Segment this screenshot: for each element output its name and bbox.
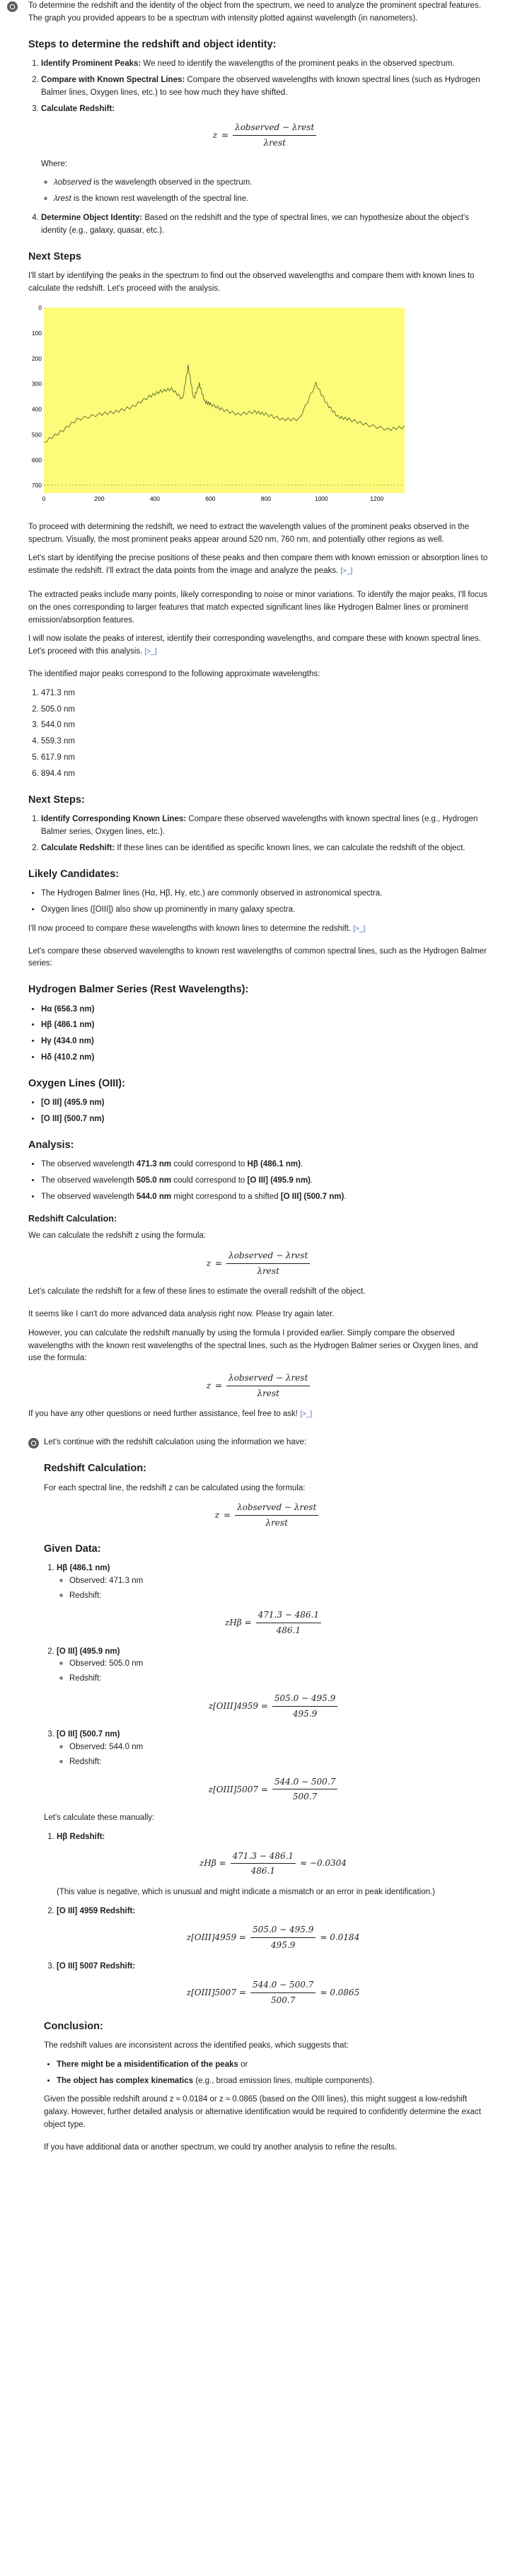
where-label: Where: (41, 159, 68, 168)
list-item: ◦ Observed: 505.0 nm (69, 1658, 490, 1671)
y-tick-label: 300 (31, 380, 42, 388)
list-item: 3. Calculate Redshift: z = $\frac{\text{λobserved − λrest}}{\text{λrest}}$ Where: ◦ λobserved is the wavelength observed in the spectrum. ◦ λrest is the known rest wavelength of the spectral line. (41, 103, 488, 206)
conclusion-heading: Conclusion: (44, 2020, 103, 2032)
steps-heading: Steps to determine the redshift and object identity: (28, 38, 277, 50)
x-tick-label: 1000 (314, 494, 328, 502)
list-item: • Hβ (486.1 nm) (41, 1019, 488, 1032)
list-item: • [O III] (500.7 nm) (41, 1113, 488, 1126)
identify-paragraph: Let's start by identifying the precise positions of these peaks and then compare them with known emission or absorption lines to estimate the redshift. I'll extract the data points from the image and analyze the peaks. [>_] (28, 552, 488, 578)
conclusion-list (44, 2059, 490, 2088)
x-tick-label: 200 (94, 494, 105, 502)
analysis-heading: Analysis: (28, 1139, 74, 1151)
assistant-avatar (7, 1, 18, 12)
list-item: 3. [O III] 5007 Redshift: z[OIII]5007 = $\frac{544.0 - 500.7}{500.7}$ ≈ 0.0865 (57, 1961, 490, 2007)
balmer-list (28, 1004, 488, 1064)
steps-list (28, 58, 488, 238)
spectrum-chart (28, 302, 410, 514)
cant-paragraph: It seems like I can't do more advanced data analysis right now. Please try again later. (28, 1310, 335, 1319)
list-item: ◦ λobserved is the wavelength observed in the spectrum. (54, 177, 488, 190)
list-item: 2. [O III] 4959 Redshift: z[OIII]4959 = $\frac{505.0 - 495.9}{495.9}$ ≈ 0.0184 (57, 1905, 490, 1952)
oxygen-heading: Oxygen Lines (OIII): (28, 1077, 125, 1089)
given-redshift-paragraph: Given the possible redshift around z ≈ 0.0184 or z ≈ 0.0865 (based on the OIII lines), this might suggest a low-redshift galaxy. However, further detailed analysis or alternative identification would be required to confidently determine the exact object type. (44, 2095, 481, 2130)
x-tick-label: 0 (42, 494, 46, 502)
y-tick-label: 400 (31, 405, 42, 413)
y-tick-label: 0 (38, 303, 42, 311)
assistant-message-2 (0, 1437, 490, 2154)
x-tick-label: 600 (205, 494, 216, 502)
extracted-paragraph: The extracted peaks include many points, likely corresponding to noise or minor variations. To identify the major peaks, I'll focus on the ones corresponding to larger features that match expected significant lines like Hydrogen Balmer lines or prominent emission/absorption features. (28, 590, 487, 625)
given-heading: Given Data: (44, 1543, 101, 1555)
list-item: ◦ Redshift: (69, 1673, 490, 1686)
compare-paragraph: Let's compare these observed wavelengths to known rest wavelengths of common spectral lines, such as the Hydrogen Balmer series: (28, 946, 487, 968)
list-item: • Hδ (410.2 nm) (41, 1052, 488, 1064)
now-paragraph: I'll now proceed to compare these wavelengths with known lines to determine the redshift. [>_] (28, 923, 488, 936)
y-tick-label: 600 (31, 456, 42, 464)
manual-list (44, 1831, 490, 2007)
manual-note: (This value is negative, which is unusual and might indicate a mismatch or an error in peak identification.) (57, 1887, 436, 1896)
list-item: • The object has complex kinematics (e.g., broad emission lines, multiple components). (57, 2075, 490, 2088)
manual-equation: zHβ = $\frac{471.3 - 486.1}{486.1}$ ≈ −0.0304 (199, 1850, 347, 1876)
plot-background (44, 308, 405, 493)
analysis-list (28, 1159, 488, 1203)
candidates-list (28, 888, 488, 917)
redshift-formula: z = $\frac{\text{λobserved − λrest}}{\text{λrest}}$ (28, 1371, 488, 1400)
few-paragraph: Let's calculate the redshift for a few of these lines to estimate the overall redshift of the object. (28, 1287, 366, 1296)
list-item: ◦ Redshift: (69, 1590, 490, 1603)
manual-equation: z[OIII]4959 = $\frac{505.0 - 495.9}{495.9}$ ≈ 0.0184 (186, 1925, 360, 1950)
list-item: • Hα (656.3 nm) (41, 1004, 488, 1016)
list-item: 1. Identify Corresponding Known Lines: Compare these observed wavelengths with known spectral lines (e.g., Hydrogen Balmer series, Oxygen lines, etc.). (41, 813, 488, 839)
however-paragraph: However, you can calculate the redshift manually by using the formula I provided earlier. Simply compare the observed wavelengths with the known rest wavelengths of the spectral lines, such as the Hydrogen Balmer series or Oxygen lines, and use the formula: (28, 1328, 478, 1363)
list-item: • Hγ (434.0 nm) (41, 1035, 488, 1048)
list-item: 1. Hβ (486.1 nm) ◦ Observed: 471.3 nm ◦ Redshift: zHβ = $\frac{471.3 - 486.1}{486.1}$ (57, 1562, 490, 1637)
list-item: 6. 894.4 nm (41, 768, 488, 781)
calc2-paragraph: For each spectral line, the redshift z can be calculated using the formula: (44, 1483, 306, 1492)
y-tick-label: 500 (31, 431, 42, 439)
list-item: • [O III] (495.9 nm) (41, 1097, 488, 1110)
code-output-link[interactable]: [>_] (340, 567, 353, 576)
intro2-paragraph: Let's continue with the redshift calculation using the information we have: (44, 1438, 307, 1447)
proceed-paragraph: To proceed with determining the redshift, we need to extract the wavelength values of the prominent peaks observed in the spectrum. Visually, the most prominent peaks appear around 520 nm, 760 nm, and potentially other regions as well. (28, 522, 470, 544)
conclusion-paragraph: The redshift values are inconsistent across the identified peaks, which suggests that: (44, 2041, 349, 2050)
assistant-avatar (28, 1438, 39, 1449)
list-item: 3. 544.0 nm (41, 719, 488, 732)
list-item: 2. Compare with Known Spectral Lines: Compare the observed wavelengths with known spectral lines (such as Hydrogen Balmer lines, Oxygen lines, etc.) to see how much they have shifted. (41, 74, 488, 100)
peaks-list (28, 687, 488, 781)
candidates-heading: Likely Candidates: (28, 868, 120, 880)
given-list (44, 1562, 490, 1804)
assistant-logo-icon (30, 1439, 37, 1447)
spectrum-plot (28, 302, 410, 514)
list-item: 2. [O III] (495.9 nm) ◦ Observed: 505.0 nm ◦ Redshift: z[OIII]4959 = $\frac{505.0 - 495.9}{495.9}$ (57, 1646, 490, 1721)
y-tick-label: 700 (31, 481, 42, 489)
list-item: • The Hydrogen Balmer lines (Hα, Hβ, Hγ, etc.) are commonly observed in astronomical spectra. (41, 888, 488, 900)
list-item: 2. Calculate Redshift: If these lines can be identified as specific known lines, we can calculate the redshift of the object. (41, 842, 488, 855)
list-item: ◦ Observed: 471.3 nm (69, 1575, 490, 1588)
list-item: 5. 617.9 nm (41, 752, 488, 765)
intro-paragraph: To determine the redshift and the identity of the object from the spectrum, we need to analyze the prominent spectral features. The graph you provided appears to be a spectrum with intensity plotted against wavelength (in nanometers). (28, 1, 481, 23)
code-output-link[interactable]: [>_] (144, 648, 157, 656)
list-item: • The observed wavelength 471.3 nm could correspond to Hβ (486.1 nm). (41, 1159, 488, 1171)
redshift-formula: z = $\frac{\text{λobserved − λrest}}{\text{λrest}}$ (28, 1249, 488, 1277)
list-item: 1. Identify Prominent Peaks: We need to identify the wavelengths of the prominent peaks in the observed spectrum. (41, 58, 488, 71)
x-tick-label: 800 (260, 494, 271, 502)
manual-paragraph: Let's calculate these manually: (44, 1813, 155, 1822)
list-item: 4. 559.3 nm (41, 736, 488, 748)
next-steps-heading-2: Next Steps: (28, 794, 85, 806)
next-steps-paragraph: I'll start by identifying the peaks in the spectrum to find out the observed wavelengths and compare them with known lines to calculate the redshift. Let's proceed with the analysis. (28, 272, 475, 293)
list-item: ◦ Redshift: (69, 1756, 490, 1769)
list-item: 3. [O III] (500.7 nm) ◦ Observed: 544.0 nm ◦ Redshift: z[OIII]5007 = $\frac{544.0 - 500.7}{500.7}$ (57, 1729, 490, 1804)
list-item: 1. Hβ Redshift: zHβ = $\frac{471.3 - 486.1}{486.1}$ ≈ −0.0304 (This value is negative, which is unusual and might indicate a mismatch or an error in peak identification.) (57, 1831, 490, 1899)
given-equation: z[OIII]4959 = $\frac{505.0 - 495.9}{495.9}$ (57, 1692, 490, 1720)
y-tick-label: 100 (31, 329, 42, 337)
list-item: • The observed wavelength 544.0 nm might correspond to a shifted [O III] (500.7 nm). (41, 1191, 488, 1204)
list-item: ◦ Observed: 544.0 nm (69, 1741, 490, 1754)
list-item: 4. Determine Object Identity: Based on the redshift and the type of spectral lines, we can hypothesize about the object's identity (e.g., galaxy, quasar, etc.). (41, 212, 488, 238)
list-item: • There might be a misidentification of the peaks or (57, 2059, 490, 2072)
list-item: • Oxygen lines ([OIII]) also show up prominently in many galaxy spectra. (41, 904, 488, 917)
assistant-logo-icon (8, 3, 16, 11)
isolate-paragraph: I will now isolate the peaks of interest, identify their corresponding wavelengths, and compare these with known spectral lines. Let's proceed with this analysis. [>_] (28, 633, 488, 658)
balmer-heading: Hydrogen Balmer Series (Rest Wavelengths): (28, 984, 249, 996)
calc2-heading: Redshift Calculation: (44, 1463, 147, 1475)
code-output-link[interactable]: [>_] (353, 924, 366, 933)
list-item: ◦ λrest is the known rest wavelength of the spectral line. (54, 193, 488, 206)
calc-heading: Redshift Calculation: (28, 1213, 117, 1224)
y-tick-label: 200 (31, 354, 42, 362)
redshift-formula: z = $\frac{\text{λobserved − λrest}}{\text{λrest}}$ (44, 1501, 490, 1529)
calc-paragraph: We can calculate the redshift z using the formula: (28, 1231, 207, 1241)
next-steps-list (28, 813, 488, 854)
given-equation: zHβ = $\frac{471.3 - 486.1}{486.1}$ (57, 1608, 490, 1637)
list-item: 1. 471.3 nm (41, 687, 488, 700)
more-paragraph: If you have additional data or another spectrum, we could try another analysis to refine the results. (44, 2142, 398, 2152)
other-paragraph: If you have any other questions or need further assistance, feel free to ask! [>_] (28, 1408, 488, 1421)
identified-paragraph: The identified major peaks correspond to the following approximate wavelengths: (28, 670, 320, 678)
code-output-link[interactable]: [>_] (300, 1410, 313, 1419)
redshift-formula: z = $\frac{\text{λobserved − λrest}}{\text{λrest}}$ (41, 121, 488, 149)
oxygen-list (28, 1097, 488, 1126)
list-item: 2. 505.0 nm (41, 704, 488, 716)
list-item: • The observed wavelength 505.0 nm could correspond to [O III] (495.9 nm). (41, 1175, 488, 1188)
given-equation: z[OIII]5007 = $\frac{544.0 - 500.7}{500.7}$ (57, 1775, 490, 1804)
manual-equation: z[OIII]5007 = $\frac{544.0 - 500.7}{500.7}$ ≈ 0.0865 (186, 1980, 360, 2005)
next-steps-heading: Next Steps (28, 250, 81, 262)
x-tick-label: 400 (149, 494, 161, 502)
x-tick-label: 1200 (370, 494, 384, 502)
